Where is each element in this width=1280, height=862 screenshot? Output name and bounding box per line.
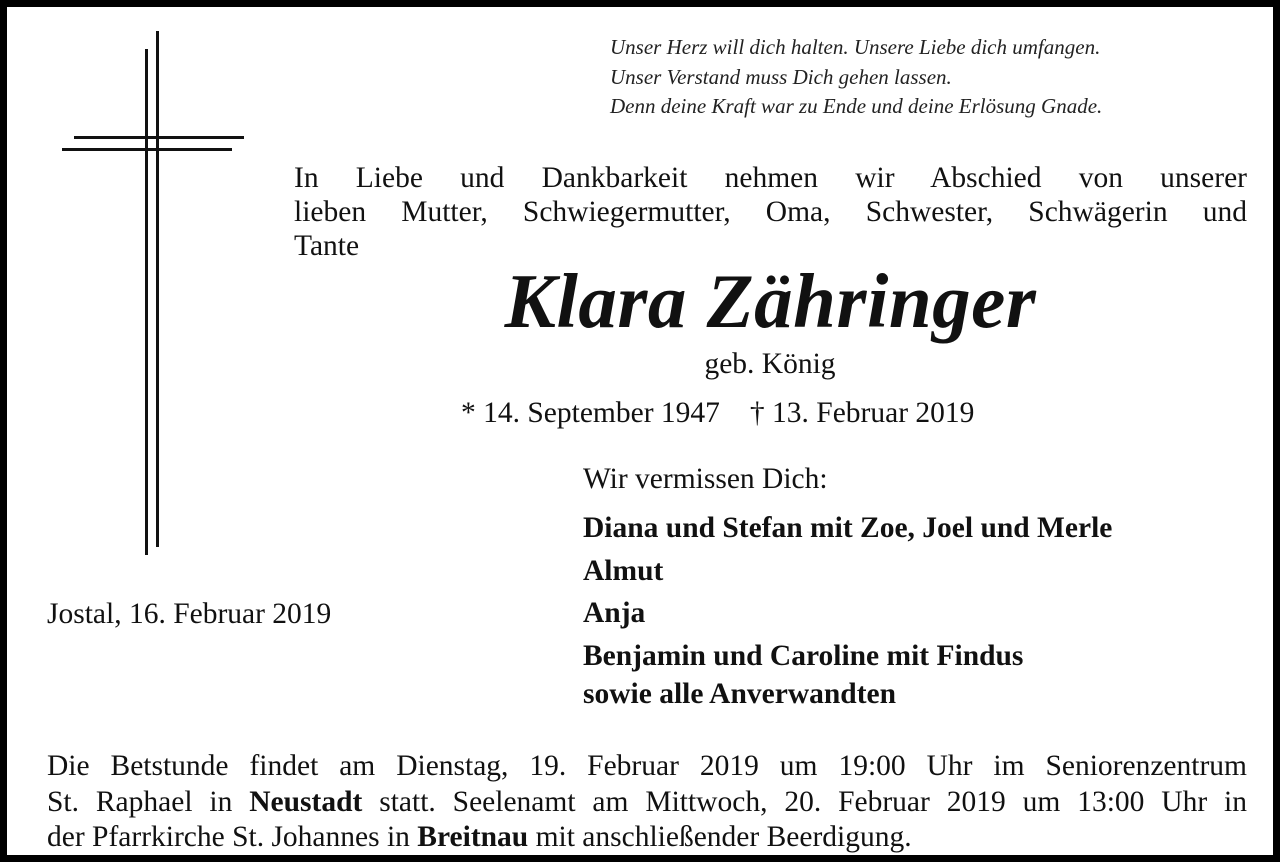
intro-line: Tante xyxy=(294,230,360,262)
poem xyxy=(610,33,1102,122)
notice-text: der Pfarrkirche St. Johannes in xyxy=(47,821,418,853)
poem-line: Denn deine Kraft war zu Ende und deine Erlösung Gnade. xyxy=(610,94,1103,118)
mourner-entry: Benjamin und Caroline mit Findus xyxy=(583,639,1024,672)
deceased-name: Klara Zähringer xyxy=(504,258,1037,344)
place-and-date: Jostal, 16. Februar 2019 xyxy=(47,598,332,630)
intro-line: In Liebe und Dankbarkeit nehmen wir Abschied von unserer xyxy=(294,162,1247,194)
notice-place-neustadt: Neustadt xyxy=(249,785,363,818)
cross-vertical-bar-left xyxy=(145,49,148,555)
mourner-entry: sowie alle Anverwandten xyxy=(583,678,897,710)
cross-horizontal-bar-top xyxy=(74,136,244,139)
birth-date: * 14. September 1947 xyxy=(461,397,720,429)
mourner-entry: Anja xyxy=(583,597,646,629)
mourners-heading: Wir vermissen Dich: xyxy=(583,463,828,495)
mourner-entry: Almut xyxy=(583,554,664,587)
notice-line: Die Betstunde findet am Dienstag, 19. Februar 2019 um 19:00 Uhr im Seniorenzentrum xyxy=(47,750,1247,782)
notice-line xyxy=(47,820,1247,856)
death-date: † 13. Februar 2019 xyxy=(749,397,975,429)
notice-text: St. Raphael in xyxy=(47,785,250,818)
notice-text: statt. Seelenamt am Mittwoch, 20. Februar 2019 um 13:00 Uhr in xyxy=(362,785,1247,818)
cross-horizontal-bar-bottom xyxy=(62,148,232,151)
poem-line: Unser Verstand muss Dich gehen lassen. xyxy=(610,64,952,89)
notice-line xyxy=(47,785,1247,821)
cross-icon xyxy=(59,31,249,561)
intro-line: lieben Mutter, Schwiegermutter, Oma, Schwester, Schwägerin und xyxy=(294,196,1247,228)
birth-name: geb. König xyxy=(704,348,836,380)
poem-line: Unser Herz will dich halten. Unsere Liebe dich umfangen. xyxy=(610,35,1101,59)
intro-text xyxy=(294,161,1247,263)
mourner-entry: Diana und Stefan mit Zoe, Joel und Merle xyxy=(583,512,1113,544)
cross-vertical-bar-right xyxy=(156,31,159,547)
notice-text: mit anschließender Beerdigung. xyxy=(528,821,912,853)
mourners-list xyxy=(583,507,1112,712)
notice-place-breitnau: Breitnau xyxy=(417,821,529,853)
service-notice xyxy=(47,749,1247,856)
life-dates xyxy=(461,394,974,432)
